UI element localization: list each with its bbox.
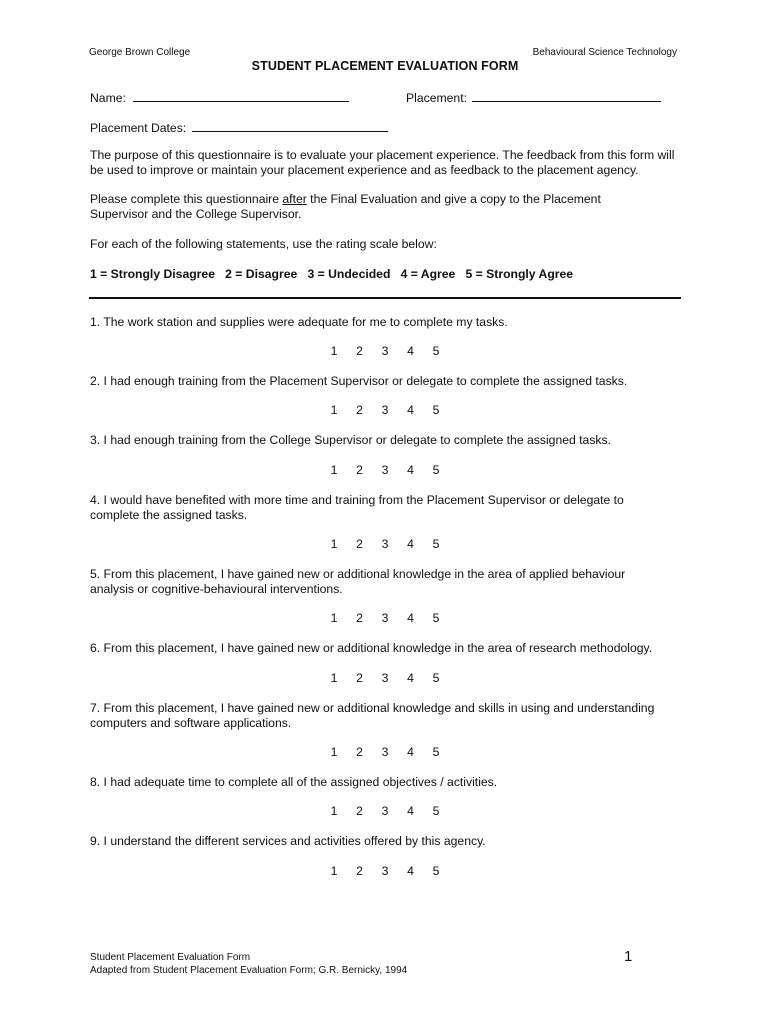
rating-option[interactable]: 2	[356, 403, 363, 417]
scale-legend: 1 = Strongly Disagree 2 = Disagree 3 = Undecided 4 = Agree 5 = Strongly Agree	[90, 267, 574, 281]
rating-option[interactable]: 3	[381, 745, 389, 759]
purpose-paragraph: The purpose of this questionnaire is to evaluate your placement experience. The feedback from this form will be used to improve or maintain your placement experience and as feedback to the placement agency.	[90, 148, 675, 177]
dates-label: Placement Dates:	[90, 121, 187, 135]
rating-option[interactable]: 1	[330, 463, 338, 477]
rating-option[interactable]: 1	[330, 671, 338, 685]
rating-scale-2	[328, 403, 442, 417]
rating-option[interactable]: 3	[381, 611, 389, 625]
rating-option[interactable]: 3	[381, 864, 389, 878]
rating-option[interactable]: 5	[432, 344, 440, 358]
name-label: Name:	[90, 91, 126, 105]
rating-option[interactable]: 2	[356, 344, 363, 358]
dates-field	[90, 119, 388, 136]
question-8: 8. I had adequate time to complete all of the assigned objectives / activities.	[90, 775, 498, 789]
rating-option[interactable]: 3	[381, 537, 389, 551]
rating-option[interactable]: 3	[381, 804, 389, 818]
rating-scale-5	[328, 611, 442, 625]
rating-option[interactable]: 1	[330, 403, 338, 417]
rating-option[interactable]: 2	[356, 611, 363, 625]
instruction-text-after: the Final Evaluation and give a copy to the Placement Supervisor and the College Supervisor.	[90, 192, 601, 221]
question-1: 1. The work station and supplies were adequate for me to complete my tasks.	[90, 315, 508, 329]
footer-attribution: Adapted from Student Placement Evaluation Form; G.R. Bernicky, 1994	[90, 965, 408, 976]
placement-label: Placement:	[406, 91, 467, 105]
question-3: 3. I had enough training from the College Supervisor or delegate to complete the assigned tasks.	[90, 433, 611, 447]
instruction-text-before: Please complete this questionnaire	[90, 192, 283, 206]
rating-option[interactable]: 5	[432, 463, 440, 477]
rating-option[interactable]: 4	[407, 671, 414, 685]
rating-option[interactable]: 4	[407, 804, 414, 818]
scale-intro: For each of the following statements, use the rating scale below:	[90, 237, 437, 251]
rating-option[interactable]: 1	[330, 864, 338, 878]
rating-option[interactable]: 1	[330, 537, 338, 551]
divider-rule	[89, 297, 681, 299]
name-input-line[interactable]	[133, 89, 349, 102]
rating-option[interactable]: 4	[407, 611, 414, 625]
page-number: 1	[624, 948, 633, 965]
rating-option[interactable]: 4	[407, 537, 414, 551]
rating-scale-9	[328, 864, 442, 878]
rating-scale-8	[328, 804, 442, 818]
placement-input-line[interactable]	[472, 89, 661, 102]
rating-scale-3	[328, 463, 442, 477]
rating-option[interactable]: 5	[432, 804, 440, 818]
footer-form-name: Student Placement Evaluation Form	[90, 952, 251, 963]
rating-option[interactable]: 2	[356, 745, 363, 759]
rating-option[interactable]: 3	[381, 344, 389, 358]
instruction-emphasis: after	[282, 192, 307, 206]
form-title: STUDENT PLACEMENT EVALUATION FORM	[251, 59, 519, 73]
rating-option[interactable]: 5	[432, 611, 440, 625]
rating-option[interactable]: 2	[356, 864, 363, 878]
dates-input-line[interactable]	[192, 119, 388, 132]
instruction-paragraph	[90, 192, 650, 222]
rating-scale-1	[328, 344, 442, 358]
placement-field	[406, 89, 661, 106]
rating-option[interactable]: 2	[356, 804, 363, 818]
rating-option[interactable]: 4	[407, 463, 414, 477]
rating-option[interactable]: 3	[381, 403, 389, 417]
program-name: Behavioural Science Technology	[532, 47, 677, 58]
question-4: 4. I would have benefited with more time and training from the Placement Supervisor or delegate to complete the assigned tasks.	[90, 493, 624, 522]
rating-option[interactable]: 5	[432, 537, 440, 551]
question-5: 5. From this placement, I have gained new or additional knowledge in the area of applied behaviour analysis or cognitive-behavioural interventions.	[90, 567, 626, 596]
rating-scale-6	[328, 671, 442, 685]
question-6: 6. From this placement, I have gained new or additional knowledge in the area of research methodology.	[90, 641, 653, 655]
rating-option[interactable]: 1	[330, 344, 338, 358]
rating-option[interactable]: 1	[330, 611, 338, 625]
rating-option[interactable]: 4	[407, 344, 414, 358]
rating-scale-4	[328, 537, 442, 551]
question-9: 9. I understand the different services and activities offered by this agency.	[90, 834, 486, 848]
rating-option[interactable]: 3	[381, 671, 389, 685]
rating-option[interactable]: 5	[432, 403, 440, 417]
rating-option[interactable]: 1	[330, 745, 338, 759]
institution-name: George Brown College	[89, 47, 191, 58]
name-field	[90, 89, 349, 106]
rating-option[interactable]: 4	[407, 745, 414, 759]
rating-option[interactable]: 3	[381, 463, 389, 477]
rating-option[interactable]: 1	[330, 804, 338, 818]
question-7: 7. From this placement, I have gained new or additional knowledge and skills in using and understanding computers and software applications.	[90, 701, 655, 730]
rating-scale-7	[328, 745, 442, 759]
rating-option[interactable]: 5	[432, 671, 440, 685]
rating-option[interactable]: 2	[356, 537, 363, 551]
rating-option[interactable]: 5	[432, 745, 440, 759]
rating-option[interactable]: 2	[356, 671, 363, 685]
rating-option[interactable]: 4	[407, 864, 414, 878]
question-2: 2. I had enough training from the Placement Supervisor or delegate to complete the assigned tasks.	[90, 374, 628, 388]
rating-option[interactable]: 5	[432, 864, 440, 878]
rating-option[interactable]: 4	[407, 403, 414, 417]
rating-option[interactable]: 2	[356, 463, 363, 477]
